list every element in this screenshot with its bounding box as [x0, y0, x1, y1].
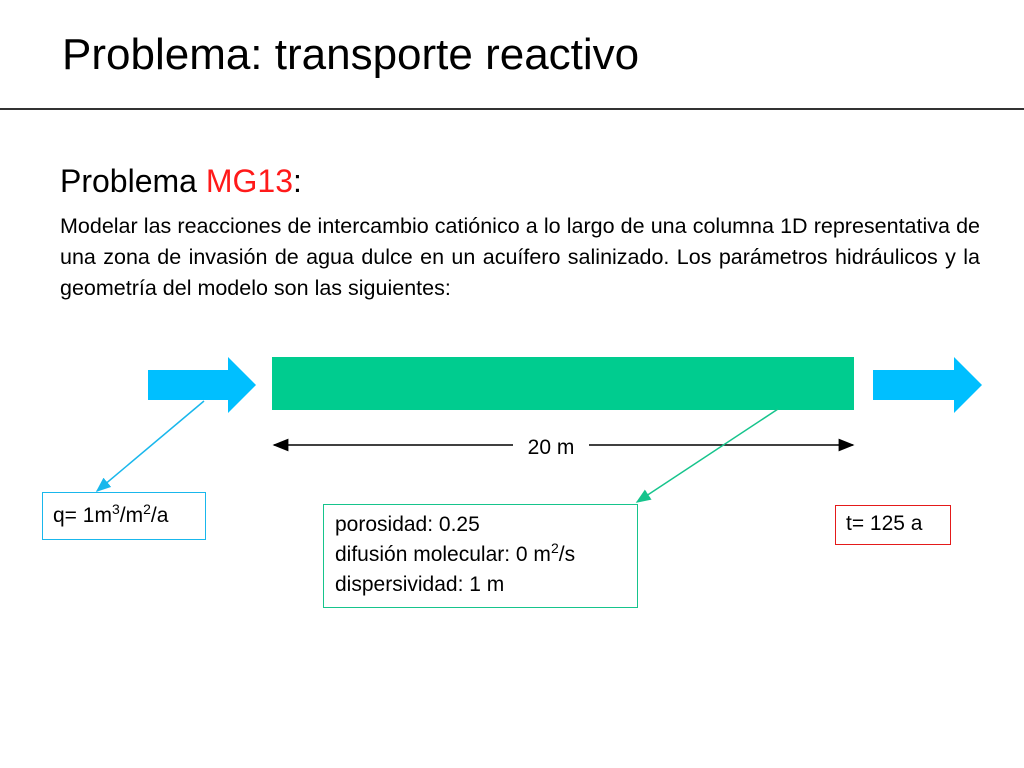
soil-column [272, 357, 854, 410]
inflow-arrow-icon [148, 357, 256, 413]
flux-box [42, 492, 206, 540]
time-box: t= 125 a [835, 505, 951, 545]
flux-sup-2: 2 [143, 501, 151, 517]
flux-sup-1: 3 [111, 501, 120, 517]
problem-prefix: Problema [60, 163, 206, 199]
diffusion-suffix: /s [558, 543, 576, 566]
porosity-line: porosidad: 0.25 [335, 513, 480, 536]
dispersivity-line: dispersividad: 1 m [335, 573, 505, 596]
flux-prefix: q= 1m [53, 504, 112, 527]
problem-suffix: : [292, 163, 302, 199]
flux-suffix: /a [150, 504, 169, 527]
diffusion-sup: 2 [550, 540, 559, 556]
flux-leader-line [97, 401, 204, 491]
params-leader-line [637, 409, 778, 502]
problem-description: Modelar las reacciones de intercambio catiónico a lo largo de una columna 1D representativa de una zona de invasión de agua dulce en un acuífero salinizado. Los parámetros hidráulicos y la geometría del modelo son las siguientes: [60, 214, 980, 300]
outflow-arrow-icon [873, 357, 982, 413]
parameters-box [323, 504, 638, 608]
page-title: Problema: transporte reactivo [62, 30, 640, 79]
problem-code: MG13 [205, 163, 293, 199]
flux-mid: /m [119, 504, 144, 527]
diffusion-line [335, 540, 637, 570]
column-length-label: 20 m [513, 436, 589, 460]
diffusion-prefix: difusión molecular: 0 m [335, 543, 551, 566]
